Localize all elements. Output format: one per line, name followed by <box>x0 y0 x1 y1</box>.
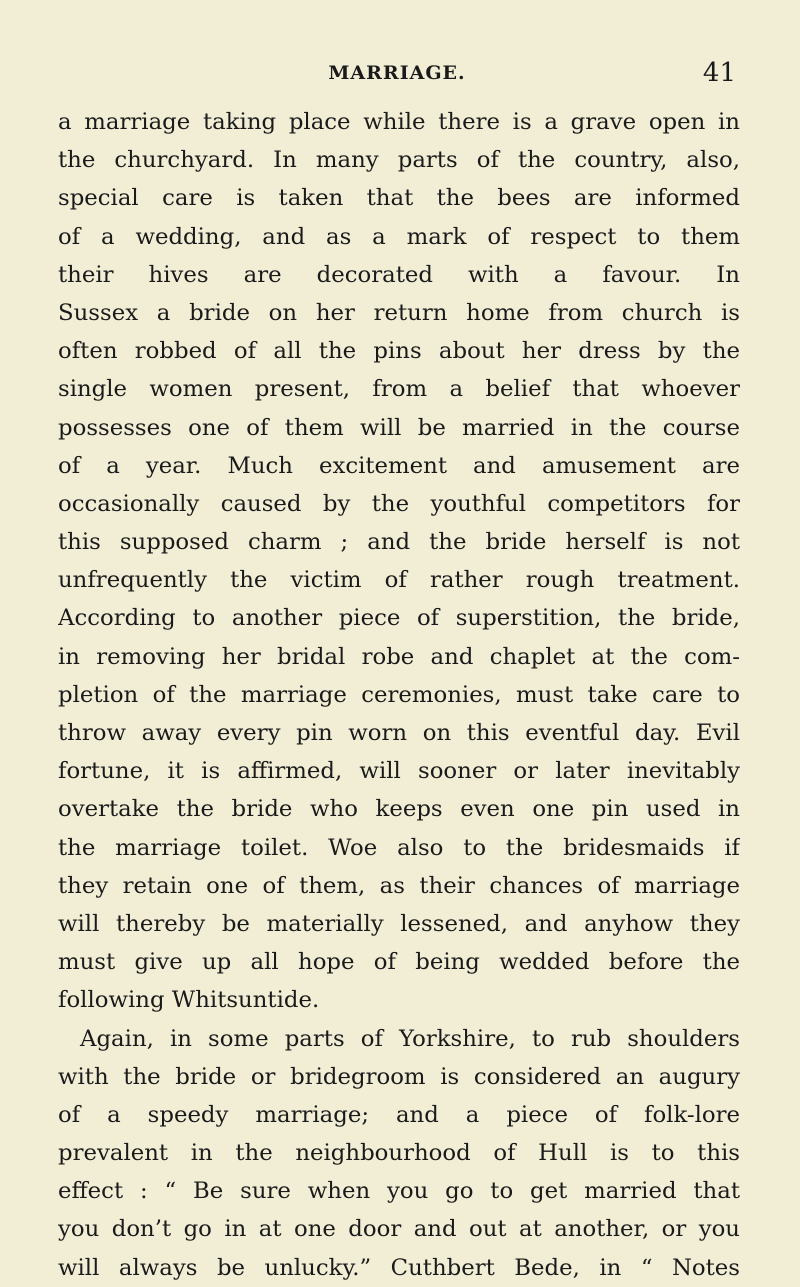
text-line: Sussex a bride on her return home from church is <box>58 299 740 326</box>
text-line: they retain one of them, as their chances of marriage <box>58 872 740 899</box>
text-line: a marriage taking place while there is a grave open in <box>58 109 740 135</box>
paragraph <box>58 103 740 1020</box>
text-line: Again, in some parts of Yorkshire, to rub shoulders <box>80 1025 740 1052</box>
text-line: will always be unlucky.” Cuthbert Bede, in “ Notes <box>58 1254 740 1281</box>
text-line: the marriage toilet. Woe also to the bridesmaids if <box>58 834 740 861</box>
text-line: this supposed charm ; and the bride herself is not <box>58 529 740 556</box>
text-line: single women present, from a belief that whoever <box>58 376 740 403</box>
text-line: possesses one of them will be married in the course <box>58 414 740 441</box>
text-line: According to another piece of superstition, the bride, <box>58 605 740 632</box>
text-line: unfrequently the victim of rather rough treatment. <box>58 567 740 594</box>
page-number: 41 <box>702 58 736 88</box>
text-line: with the bride or bridegroom is considered an augury <box>58 1063 740 1090</box>
body-text <box>58 103 740 1287</box>
text-line: overtake the bride who keeps even one pin used in <box>58 796 740 823</box>
text-line: often robbed of all the pins about her dress by the <box>58 338 740 365</box>
text-line: must give up all hope of being wedded before the <box>58 949 740 976</box>
text-line: of a year. Much excitement and amusement are <box>58 452 740 479</box>
text-line: pletion of the marriage ceremonies, must take care to <box>58 681 740 708</box>
text-line: you don’t go in at one door and out at another, or you <box>58 1216 740 1243</box>
text-line: of a wedding, and as a mark of respect to them <box>58 223 740 250</box>
text-line: in removing her bridal robe and chaplet at the com- <box>58 643 740 670</box>
text-line: following Whitsuntide. <box>58 987 320 1014</box>
running-title: MARRIAGE. <box>328 62 466 84</box>
text-line: will thereby be materially lessened, and anyhow they <box>58 910 740 937</box>
text-line: effect : “ Be sure when you go to get married that <box>58 1178 740 1205</box>
running-head <box>58 58 736 88</box>
text-line: fortune, it is affirmed, will sooner or later inevitably <box>58 758 740 785</box>
text-line: of a speedy marriage; and a piece of folk-lore <box>58 1101 740 1128</box>
text-line: prevalent in the neighbourhood of Hull is to this <box>58 1140 740 1167</box>
text-line: special care is taken that the bees are informed <box>58 185 740 212</box>
text-line: throw away every pin worn on this eventful day. Evil <box>58 720 740 746</box>
paragraph <box>58 1020 740 1287</box>
text-line: the churchyard. In many parts of the country, also, <box>58 147 740 174</box>
text-line: occasionally caused by the youthful competitors for <box>58 490 740 517</box>
text-line: their hives are decorated with a favour. In <box>58 261 740 288</box>
